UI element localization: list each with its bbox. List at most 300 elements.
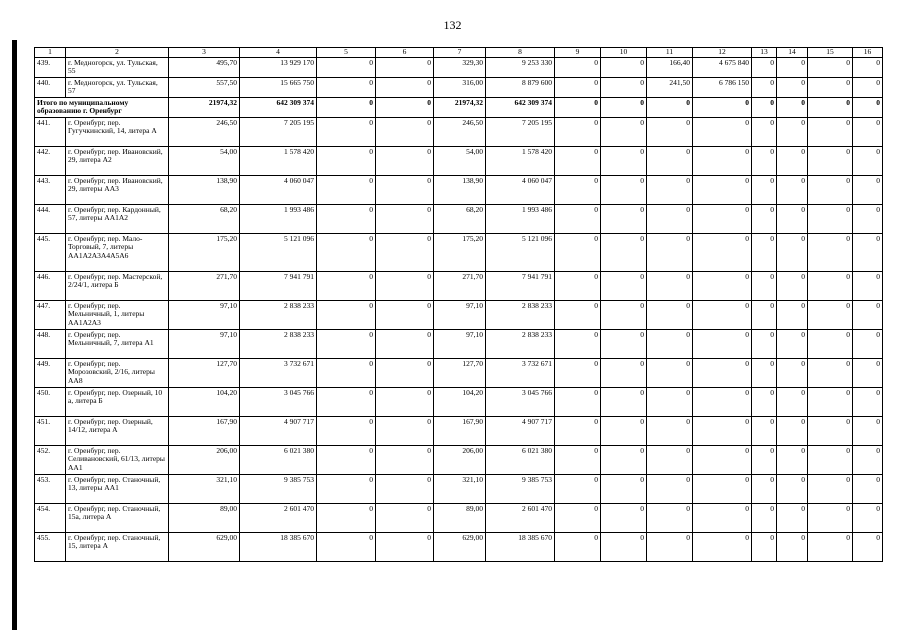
value-cell: 0 bbox=[555, 445, 601, 474]
table-row bbox=[35, 57, 883, 77]
value-cell: 0 bbox=[601, 329, 647, 358]
value-cell: 2 838 233 bbox=[486, 300, 555, 329]
column-number-header: 14 bbox=[777, 48, 808, 58]
value-cell: 246,50 bbox=[169, 117, 240, 146]
row-number-cell: 448. bbox=[35, 329, 66, 358]
value-cell: 0 bbox=[853, 146, 883, 175]
register-table bbox=[34, 47, 883, 562]
value-cell: 0 bbox=[808, 97, 853, 117]
value-cell: 0 bbox=[693, 300, 752, 329]
value-cell: 0 bbox=[376, 329, 434, 358]
value-cell: 0 bbox=[555, 416, 601, 445]
value-cell: 629,00 bbox=[434, 532, 486, 561]
value-cell: 557,50 bbox=[169, 77, 240, 97]
value-cell: 2 838 233 bbox=[240, 300, 317, 329]
value-cell: 0 bbox=[376, 474, 434, 503]
value-cell: 0 bbox=[317, 532, 376, 561]
value-cell: 167,90 bbox=[434, 416, 486, 445]
value-cell: 2 838 233 bbox=[486, 329, 555, 358]
value-cell: 0 bbox=[376, 503, 434, 532]
value-cell: 0 bbox=[752, 233, 777, 271]
address-cell: г. Оренбург, пер. Озерный, 14/12, литера А bbox=[66, 416, 169, 445]
value-cell: 629,00 bbox=[169, 532, 240, 561]
value-cell: 9 253 330 bbox=[486, 57, 555, 77]
address-cell: г. Оренбург, пер. Мельничный, 7, литера А1 bbox=[66, 329, 169, 358]
value-cell: 0 bbox=[317, 77, 376, 97]
value-cell: 0 bbox=[376, 146, 434, 175]
value-cell: 0 bbox=[693, 445, 752, 474]
row-number-cell: 449. bbox=[35, 358, 66, 387]
column-number-header: 11 bbox=[647, 48, 693, 58]
table-body bbox=[35, 57, 883, 561]
value-cell: 0 bbox=[601, 77, 647, 97]
value-cell: 0 bbox=[317, 445, 376, 474]
value-cell: 1 578 420 bbox=[486, 146, 555, 175]
row-number-cell: 455. bbox=[35, 532, 66, 561]
value-cell: 9 385 753 bbox=[486, 474, 555, 503]
value-cell: 0 bbox=[808, 204, 853, 233]
value-cell: 321,10 bbox=[434, 474, 486, 503]
value-cell: 0 bbox=[601, 233, 647, 271]
value-cell: 5 121 096 bbox=[240, 233, 317, 271]
value-cell: 0 bbox=[853, 416, 883, 445]
value-cell: 1 578 420 bbox=[240, 146, 317, 175]
value-cell: 0 bbox=[555, 57, 601, 77]
value-cell: 316,00 bbox=[434, 77, 486, 97]
value-cell: 0 bbox=[317, 97, 376, 117]
value-cell: 104,20 bbox=[169, 387, 240, 416]
value-cell: 0 bbox=[777, 329, 808, 358]
value-cell: 0 bbox=[808, 300, 853, 329]
value-cell: 0 bbox=[601, 358, 647, 387]
value-cell: 271,70 bbox=[434, 271, 486, 300]
value-cell: 0 bbox=[693, 175, 752, 204]
value-cell: 0 bbox=[752, 146, 777, 175]
value-cell: 0 bbox=[317, 474, 376, 503]
row-number-cell: 443. bbox=[35, 175, 66, 204]
value-cell: 0 bbox=[752, 329, 777, 358]
value-cell: 0 bbox=[853, 117, 883, 146]
table-row bbox=[35, 175, 883, 204]
value-cell: 0 bbox=[693, 271, 752, 300]
column-number-header: 10 bbox=[601, 48, 647, 58]
value-cell: 0 bbox=[777, 97, 808, 117]
value-cell: 642 309 374 bbox=[486, 97, 555, 117]
value-cell: 0 bbox=[777, 416, 808, 445]
value-cell: 0 bbox=[601, 532, 647, 561]
value-cell: 0 bbox=[752, 358, 777, 387]
value-cell: 0 bbox=[601, 146, 647, 175]
value-cell: 0 bbox=[317, 146, 376, 175]
value-cell: 21974,32 bbox=[169, 97, 240, 117]
value-cell: 0 bbox=[693, 146, 752, 175]
value-cell: 0 bbox=[777, 387, 808, 416]
value-cell: 0 bbox=[808, 175, 853, 204]
value-cell: 0 bbox=[317, 503, 376, 532]
column-number-header: 16 bbox=[853, 48, 883, 58]
value-cell: 0 bbox=[777, 503, 808, 532]
value-cell: 0 bbox=[808, 117, 853, 146]
value-cell: 2 601 470 bbox=[486, 503, 555, 532]
value-cell: 0 bbox=[808, 387, 853, 416]
value-cell: 0 bbox=[317, 329, 376, 358]
value-cell: 329,30 bbox=[434, 57, 486, 77]
value-cell: 7 205 195 bbox=[240, 117, 317, 146]
column-number-header: 15 bbox=[808, 48, 853, 58]
value-cell: 0 bbox=[777, 233, 808, 271]
column-number-header: 8 bbox=[486, 48, 555, 58]
value-cell: 0 bbox=[601, 300, 647, 329]
value-cell: 0 bbox=[752, 300, 777, 329]
address-cell: г. Оренбург, пер. Кардонный, 57, литеры АА1А2 bbox=[66, 204, 169, 233]
value-cell: 18 385 670 bbox=[486, 532, 555, 561]
value-cell: 0 bbox=[376, 358, 434, 387]
value-cell: 3 732 671 bbox=[240, 358, 317, 387]
value-cell: 97,10 bbox=[434, 300, 486, 329]
value-cell: 0 bbox=[376, 57, 434, 77]
value-cell: 0 bbox=[555, 175, 601, 204]
value-cell: 246,50 bbox=[434, 117, 486, 146]
address-cell: г. Оренбург, пер. Озерный, 10 а, литера Б bbox=[66, 387, 169, 416]
value-cell: 0 bbox=[317, 57, 376, 77]
address-cell: г. Медногорск, ул. Тульская, 55 bbox=[66, 57, 169, 77]
value-cell: 0 bbox=[376, 204, 434, 233]
value-cell: 0 bbox=[555, 387, 601, 416]
value-cell: 241,50 bbox=[647, 77, 693, 97]
value-cell: 0 bbox=[555, 77, 601, 97]
value-cell: 7 205 195 bbox=[486, 117, 555, 146]
value-cell: 0 bbox=[317, 358, 376, 387]
value-cell: 0 bbox=[317, 300, 376, 329]
value-cell: 4 907 717 bbox=[240, 416, 317, 445]
value-cell: 9 385 753 bbox=[240, 474, 317, 503]
value-cell: 0 bbox=[853, 445, 883, 474]
value-cell: 642 309 374 bbox=[240, 97, 317, 117]
table-row bbox=[35, 532, 883, 561]
value-cell: 97,10 bbox=[169, 300, 240, 329]
value-cell: 0 bbox=[777, 175, 808, 204]
value-cell: 495,70 bbox=[169, 57, 240, 77]
value-cell: 0 bbox=[376, 300, 434, 329]
column-number-header: 3 bbox=[169, 48, 240, 58]
value-cell: 4 907 717 bbox=[486, 416, 555, 445]
table-row bbox=[35, 329, 883, 358]
value-cell: 0 bbox=[853, 503, 883, 532]
table-row bbox=[35, 503, 883, 532]
column-number-header: 5 bbox=[317, 48, 376, 58]
value-cell: 0 bbox=[693, 233, 752, 271]
value-cell: 0 bbox=[777, 445, 808, 474]
value-cell: 0 bbox=[777, 532, 808, 561]
value-cell: 0 bbox=[317, 233, 376, 271]
value-cell: 0 bbox=[777, 77, 808, 97]
value-cell: 0 bbox=[808, 532, 853, 561]
address-cell: г. Оренбург, пер. Мастерской, 2/24/1, литера Б bbox=[66, 271, 169, 300]
value-cell: 0 bbox=[317, 387, 376, 416]
value-cell: 0 bbox=[808, 503, 853, 532]
value-cell: 0 bbox=[376, 387, 434, 416]
address-cell: г. Оренбург, пер. Ивановский, 29, литера А2 bbox=[66, 146, 169, 175]
value-cell: 0 bbox=[808, 57, 853, 77]
total-row bbox=[35, 97, 883, 117]
value-cell: 0 bbox=[376, 97, 434, 117]
row-number-cell: 442. bbox=[35, 146, 66, 175]
value-cell: 0 bbox=[777, 474, 808, 503]
value-cell: 0 bbox=[317, 175, 376, 204]
value-cell: 0 bbox=[376, 117, 434, 146]
address-cell: г. Оренбург, пер. Ивановский, 29, литеры АА3 bbox=[66, 175, 169, 204]
value-cell: 0 bbox=[808, 445, 853, 474]
table-row bbox=[35, 233, 883, 271]
value-cell: 0 bbox=[601, 503, 647, 532]
value-cell: 0 bbox=[853, 387, 883, 416]
value-cell: 104,20 bbox=[434, 387, 486, 416]
value-cell: 0 bbox=[647, 503, 693, 532]
address-cell: г. Медногорск, ул. Тульская, 57 bbox=[66, 77, 169, 97]
value-cell: 0 bbox=[808, 474, 853, 503]
value-cell: 0 bbox=[376, 416, 434, 445]
value-cell: 0 bbox=[853, 300, 883, 329]
value-cell: 0 bbox=[601, 445, 647, 474]
value-cell: 127,70 bbox=[169, 358, 240, 387]
address-cell: г. Оренбург, пер. Мельничный, 1, литеры АА1А2А3 bbox=[66, 300, 169, 329]
value-cell: 0 bbox=[693, 416, 752, 445]
value-cell: 0 bbox=[853, 57, 883, 77]
value-cell: 0 bbox=[853, 271, 883, 300]
value-cell: 0 bbox=[647, 117, 693, 146]
value-cell: 0 bbox=[555, 300, 601, 329]
value-cell: 4 060 047 bbox=[240, 175, 317, 204]
column-number-header-row bbox=[35, 48, 883, 58]
value-cell: 0 bbox=[647, 445, 693, 474]
value-cell: 0 bbox=[601, 175, 647, 204]
row-number-cell: 445. bbox=[35, 233, 66, 271]
value-cell: 3 045 766 bbox=[240, 387, 317, 416]
value-cell: 0 bbox=[752, 474, 777, 503]
value-cell: 0 bbox=[376, 532, 434, 561]
value-cell: 0 bbox=[693, 503, 752, 532]
value-cell: 0 bbox=[555, 329, 601, 358]
value-cell: 0 bbox=[752, 416, 777, 445]
value-cell: 0 bbox=[693, 97, 752, 117]
value-cell: 0 bbox=[647, 416, 693, 445]
row-number-cell: 452. bbox=[35, 445, 66, 474]
value-cell: 0 bbox=[317, 117, 376, 146]
address-cell: г. Оренбург, пер. Станочный, 15, литера А bbox=[66, 532, 169, 561]
value-cell: 271,70 bbox=[169, 271, 240, 300]
address-cell: г. Оренбург, пер. Морозовский, 2/16, литеры АА8 bbox=[66, 358, 169, 387]
value-cell: 0 bbox=[853, 474, 883, 503]
value-cell: 167,90 bbox=[169, 416, 240, 445]
value-cell: 0 bbox=[808, 271, 853, 300]
value-cell: 6 786 150 bbox=[693, 77, 752, 97]
value-cell: 0 bbox=[555, 271, 601, 300]
value-cell: 97,10 bbox=[434, 329, 486, 358]
value-cell: 0 bbox=[777, 271, 808, 300]
address-cell: г. Оренбург, пер. Мало-Торговый, 7, литеры АА1А2А3А4А5А6 bbox=[66, 233, 169, 271]
value-cell: 0 bbox=[777, 146, 808, 175]
table-row bbox=[35, 358, 883, 387]
value-cell: 68,20 bbox=[434, 204, 486, 233]
value-cell: 0 bbox=[752, 532, 777, 561]
value-cell: 0 bbox=[601, 271, 647, 300]
value-cell: 15 665 750 bbox=[240, 77, 317, 97]
value-cell: 0 bbox=[647, 146, 693, 175]
table-row bbox=[35, 300, 883, 329]
value-cell: 0 bbox=[555, 503, 601, 532]
value-cell: 8 879 600 bbox=[486, 77, 555, 97]
value-cell: 7 941 791 bbox=[240, 271, 317, 300]
value-cell: 0 bbox=[601, 474, 647, 503]
value-cell: 0 bbox=[555, 233, 601, 271]
value-cell: 0 bbox=[601, 97, 647, 117]
address-cell: г. Оренбург, пер. Станочный, 13, литеры АА1 bbox=[66, 474, 169, 503]
value-cell: 7 941 791 bbox=[486, 271, 555, 300]
table-row bbox=[35, 387, 883, 416]
value-cell: 54,00 bbox=[169, 146, 240, 175]
value-cell: 0 bbox=[752, 204, 777, 233]
row-number-cell: 450. bbox=[35, 387, 66, 416]
row-number-cell: 446. bbox=[35, 271, 66, 300]
value-cell: 0 bbox=[647, 358, 693, 387]
value-cell: 0 bbox=[555, 117, 601, 146]
value-cell: 0 bbox=[317, 271, 376, 300]
value-cell: 0 bbox=[752, 117, 777, 146]
value-cell: 3 045 766 bbox=[486, 387, 555, 416]
value-cell: 0 bbox=[853, 204, 883, 233]
value-cell: 175,20 bbox=[169, 233, 240, 271]
value-cell: 0 bbox=[777, 57, 808, 77]
value-cell: 0 bbox=[752, 77, 777, 97]
value-cell: 0 bbox=[647, 204, 693, 233]
row-number-cell: 447. bbox=[35, 300, 66, 329]
value-cell: 0 bbox=[647, 387, 693, 416]
value-cell: 0 bbox=[853, 358, 883, 387]
value-cell: 0 bbox=[376, 77, 434, 97]
value-cell: 0 bbox=[601, 416, 647, 445]
value-cell: 0 bbox=[647, 175, 693, 204]
value-cell: 0 bbox=[376, 271, 434, 300]
value-cell: 4 675 840 bbox=[693, 57, 752, 77]
value-cell: 0 bbox=[647, 532, 693, 561]
value-cell: 1 993 486 bbox=[240, 204, 317, 233]
value-cell: 0 bbox=[808, 233, 853, 271]
value-cell: 13 929 170 bbox=[240, 57, 317, 77]
value-cell: 0 bbox=[376, 233, 434, 271]
value-cell: 0 bbox=[555, 97, 601, 117]
table-row bbox=[35, 474, 883, 503]
value-cell: 0 bbox=[808, 77, 853, 97]
table-row bbox=[35, 117, 883, 146]
value-cell: 206,00 bbox=[434, 445, 486, 474]
value-cell: 0 bbox=[555, 532, 601, 561]
value-cell: 0 bbox=[376, 445, 434, 474]
value-cell: 2 601 470 bbox=[240, 503, 317, 532]
value-cell: 1 993 486 bbox=[486, 204, 555, 233]
address-cell: г. Оренбург, пер. Гугучкинский, 14, литера А bbox=[66, 117, 169, 146]
value-cell: 68,20 bbox=[169, 204, 240, 233]
value-cell: 0 bbox=[647, 271, 693, 300]
value-cell: 3 732 671 bbox=[486, 358, 555, 387]
value-cell: 0 bbox=[752, 97, 777, 117]
value-cell: 0 bbox=[317, 204, 376, 233]
column-number-header: 2 bbox=[66, 48, 169, 58]
value-cell: 0 bbox=[752, 387, 777, 416]
value-cell: 21974,32 bbox=[434, 97, 486, 117]
total-label-cell: Итого по муниципальному образованию г. Оренбург bbox=[35, 97, 169, 117]
address-cell: г. Оренбург, пер. Станочный, 15а, литера А bbox=[66, 503, 169, 532]
value-cell: 138,90 bbox=[434, 175, 486, 204]
value-cell: 0 bbox=[808, 329, 853, 358]
value-cell: 0 bbox=[853, 97, 883, 117]
row-number-cell: 444. bbox=[35, 204, 66, 233]
value-cell: 0 bbox=[777, 300, 808, 329]
value-cell: 0 bbox=[752, 57, 777, 77]
table-row bbox=[35, 416, 883, 445]
address-cell: г. Оренбург, пер. Селивановский, 61/13, литеры АА1 bbox=[66, 445, 169, 474]
binding-edge-bar bbox=[12, 40, 17, 630]
value-cell: 166,40 bbox=[647, 57, 693, 77]
value-cell: 0 bbox=[555, 474, 601, 503]
value-cell: 0 bbox=[693, 204, 752, 233]
value-cell: 2 838 233 bbox=[240, 329, 317, 358]
row-number-cell: 439. bbox=[35, 57, 66, 77]
value-cell: 0 bbox=[853, 175, 883, 204]
column-number-header: 6 bbox=[376, 48, 434, 58]
column-number-header: 4 bbox=[240, 48, 317, 58]
value-cell: 0 bbox=[601, 387, 647, 416]
column-number-header: 12 bbox=[693, 48, 752, 58]
value-cell: 321,10 bbox=[169, 474, 240, 503]
value-cell: 0 bbox=[601, 57, 647, 77]
value-cell: 0 bbox=[555, 204, 601, 233]
value-cell: 138,90 bbox=[169, 175, 240, 204]
table-row bbox=[35, 146, 883, 175]
value-cell: 0 bbox=[693, 387, 752, 416]
value-cell: 0 bbox=[752, 445, 777, 474]
column-number-header: 9 bbox=[555, 48, 601, 58]
value-cell: 0 bbox=[808, 416, 853, 445]
value-cell: 0 bbox=[601, 204, 647, 233]
value-cell: 0 bbox=[853, 532, 883, 561]
value-cell: 0 bbox=[853, 329, 883, 358]
value-cell: 6 021 380 bbox=[486, 445, 555, 474]
value-cell: 54,00 bbox=[434, 146, 486, 175]
page-number: 132 bbox=[443, 18, 462, 32]
value-cell: 127,70 bbox=[434, 358, 486, 387]
value-cell: 6 021 380 bbox=[240, 445, 317, 474]
value-cell: 0 bbox=[647, 97, 693, 117]
value-cell: 0 bbox=[752, 503, 777, 532]
value-cell: 0 bbox=[647, 300, 693, 329]
column-number-header: 1 bbox=[35, 48, 66, 58]
table-row bbox=[35, 77, 883, 97]
value-cell: 0 bbox=[693, 329, 752, 358]
row-number-cell: 453. bbox=[35, 474, 66, 503]
table-row bbox=[35, 445, 883, 474]
value-cell: 0 bbox=[555, 358, 601, 387]
value-cell: 0 bbox=[853, 233, 883, 271]
value-cell: 0 bbox=[693, 532, 752, 561]
value-cell: 0 bbox=[752, 175, 777, 204]
value-cell: 0 bbox=[853, 77, 883, 97]
value-cell: 0 bbox=[777, 358, 808, 387]
value-cell: 0 bbox=[693, 358, 752, 387]
value-cell: 0 bbox=[693, 117, 752, 146]
value-cell: 0 bbox=[808, 358, 853, 387]
table-row bbox=[35, 204, 883, 233]
value-cell: 4 060 047 bbox=[486, 175, 555, 204]
